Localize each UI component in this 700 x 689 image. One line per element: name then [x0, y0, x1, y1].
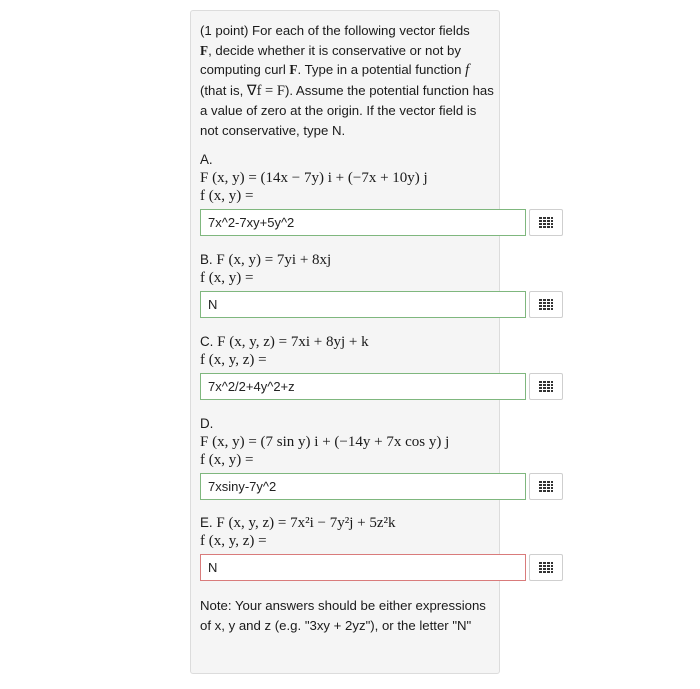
problem-d-function-label: f (x, y) = [200, 452, 254, 468]
equation-editor-button-e[interactable] [529, 554, 563, 581]
answer-input-a[interactable] [200, 209, 526, 236]
intro-f: f [465, 62, 470, 79]
problem-a [200, 151, 565, 236]
problem-e-header [200, 514, 565, 532]
problem-d-label: D. [200, 416, 214, 431]
intro-text-4: (that is, [200, 82, 247, 98]
problem-b-answer-row [200, 291, 565, 318]
intro-vector-f: F [200, 42, 209, 58]
problem-b-header [200, 251, 565, 269]
problem-a-function-label: f (x, y) = [200, 188, 254, 204]
answer-input-d[interactable] [200, 473, 526, 500]
answer-input-c[interactable] [200, 373, 526, 400]
problem-c [200, 333, 565, 400]
problem-e-field: F (x, y, z) = 7x²i − 7y²j + 5z²k [216, 515, 396, 531]
problem-b-field: F (x, y) = 7yi + 8xj [216, 252, 332, 268]
problem-e-answer-row [200, 554, 565, 581]
grid-icon [539, 562, 553, 574]
intro-curl-f: F [289, 62, 298, 78]
intro-text-2: , decide whether it is conservative or not by computing curl [200, 42, 461, 78]
intro-text-3: . Type in a potential function [297, 62, 466, 78]
equation-editor-button-a[interactable] [529, 209, 563, 236]
answer-input-b[interactable] [200, 291, 526, 318]
grid-icon [539, 217, 553, 229]
equation-editor-button-b[interactable] [529, 291, 563, 318]
problem-b-label: B. [200, 252, 213, 267]
intro-text-5: ). Assume the potential function has a value of zero at the origin. If the vector field is not conservative, type N. [200, 82, 494, 138]
problem-d-field: F (x, y) = (7 sin y) i + (−14y + 7x cos y) j [200, 434, 450, 450]
problem-a-field: F (x, y) = (14x − 7y) i + (−7x + 10y) j [200, 170, 428, 186]
equation-editor-button-d[interactable] [529, 473, 563, 500]
problem-a-label: A. [200, 152, 213, 167]
intro-text-1: (1 point) For each of the following vector fields [200, 23, 470, 38]
problem-c-label: C. [200, 334, 214, 349]
answer-format-note: Note: Your answers should be either expressions of x, y and z (e.g. "3xy + 2yz"), or the letter "N" [200, 598, 486, 633]
intro-gradient-eq: ∇f = F [246, 82, 285, 99]
grid-icon [539, 481, 553, 493]
problem-e [200, 514, 565, 581]
equation-editor-button-c[interactable] [529, 373, 563, 400]
problem-panel [190, 10, 500, 674]
grid-icon [539, 381, 553, 393]
problem-b-function-label: f (x, y) = [200, 270, 254, 286]
problem-b [200, 251, 565, 318]
problem-d [200, 415, 565, 500]
problem-c-field: F (x, y, z) = 7xi + 8yj + k [217, 334, 369, 350]
problem-statement [200, 21, 496, 141]
problem-c-header [200, 333, 565, 351]
answer-input-e[interactable] [200, 554, 526, 581]
problem-d-answer-row [200, 473, 565, 500]
problem-c-answer-row [200, 373, 565, 400]
problem-c-function-label: f (x, y, z) = [200, 352, 267, 368]
problem-e-label: E. [200, 515, 213, 530]
problem-a-answer-row [200, 209, 565, 236]
problem-e-function-label: f (x, y, z) = [200, 533, 267, 549]
grid-icon [539, 299, 553, 311]
